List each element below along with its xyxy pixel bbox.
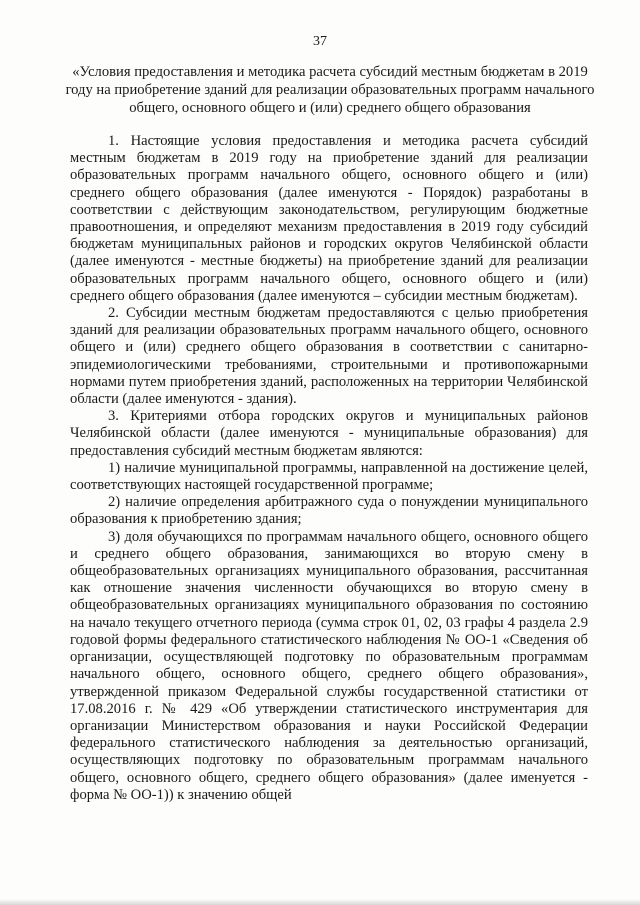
criterion-3: 3) доля обучающихся по программам начального общего, основного общего и среднего общего образования, занимающихся во вторую смену в общеобразовательных организациях муниципального образования, рассчитанная как отношение значения численности обучающихся во вторую смену в общеобразовательных организациях муниципального образования по состоянию на начало текущего отчетного периода (сумма строк 01, 02, 03 графы 4 раздела 2.9 годовой формы федерального статистического наблюдения № ОО-1 «Сведения об организации, осуществляющей подготовку по образовательным программам начального общего, основного общего, среднего общего образования», утвержденной приказом Федеральной службы государственной статистики от 17.08.2016 г. № 429 «Об утверждении статистического инструментария для организации Министерством образования и науки Российской Федерации федерального статистического наблюдения за деятельностью организаций, осуществляющих подготовку по образовательным программам начального общего, основного общего, среднего общего образования» (далее именуется - форма № ОО-1)) к значению общей: [70, 528, 588, 803]
document-title: «Условия предоставления и методика расчета субсидий местным бюджетам в 2019 году на приобретение зданий для реализации образовательных программ начального общего, основного общего и (или) среднего общего образования: [65, 64, 595, 117]
page-number: 37: [313, 34, 327, 49]
criterion-2: 2) наличие определения арбитражного суда о понуждении муниципального образования к приобретению здания;: [70, 494, 588, 528]
scan-edge: [0, 899, 640, 905]
criterion-1: 1) наличие муниципальной программы, направленной на достижение целей, соответствующих настоящей государственной программе;: [70, 459, 588, 494]
paragraph-1: 1. Настоящие условия предоставления и методика расчета субсидий местным бюджетам в 2019 году на приобретение зданий для реализации образовательных программ начального общего, основного общего и (или) среднего общего образования (далее именуются - Порядок) разработаны в соответствии с действующим законодательством, регулирующим бюджетные правоотношения, и определяют механизм предоставления в 2019 году субсидий бюджетам муниципальных районов и городских округов Челябинской области (далее именуются - местные бюджеты) на приобретение зданий для реализации образовательных программ начального общего, основного общего и (или) среднего общего образования (далее именуются – субсидии местным бюджетам).: [70, 133, 588, 304]
document-body: [70, 133, 588, 804]
paragraph-3: 3. Критериями отбора городских округов и муниципальных районов Челябинской области (далее именуются - муниципальные образования) для предоставления субсидий местным бюджетам являются:: [70, 408, 588, 459]
paragraph-2: 2. Субсидии местным бюджетам предоставляются с целью приобретения зданий для реализации образовательных программ начального общего, основного общего и (или) среднего общего образования в соответствии с санитарно-эпидемиологическими требованиями, строительными и противопожарными нормами путем приобретения зданий, расположенных на территории Челябинской области (далее именуются - здания).: [70, 305, 588, 408]
